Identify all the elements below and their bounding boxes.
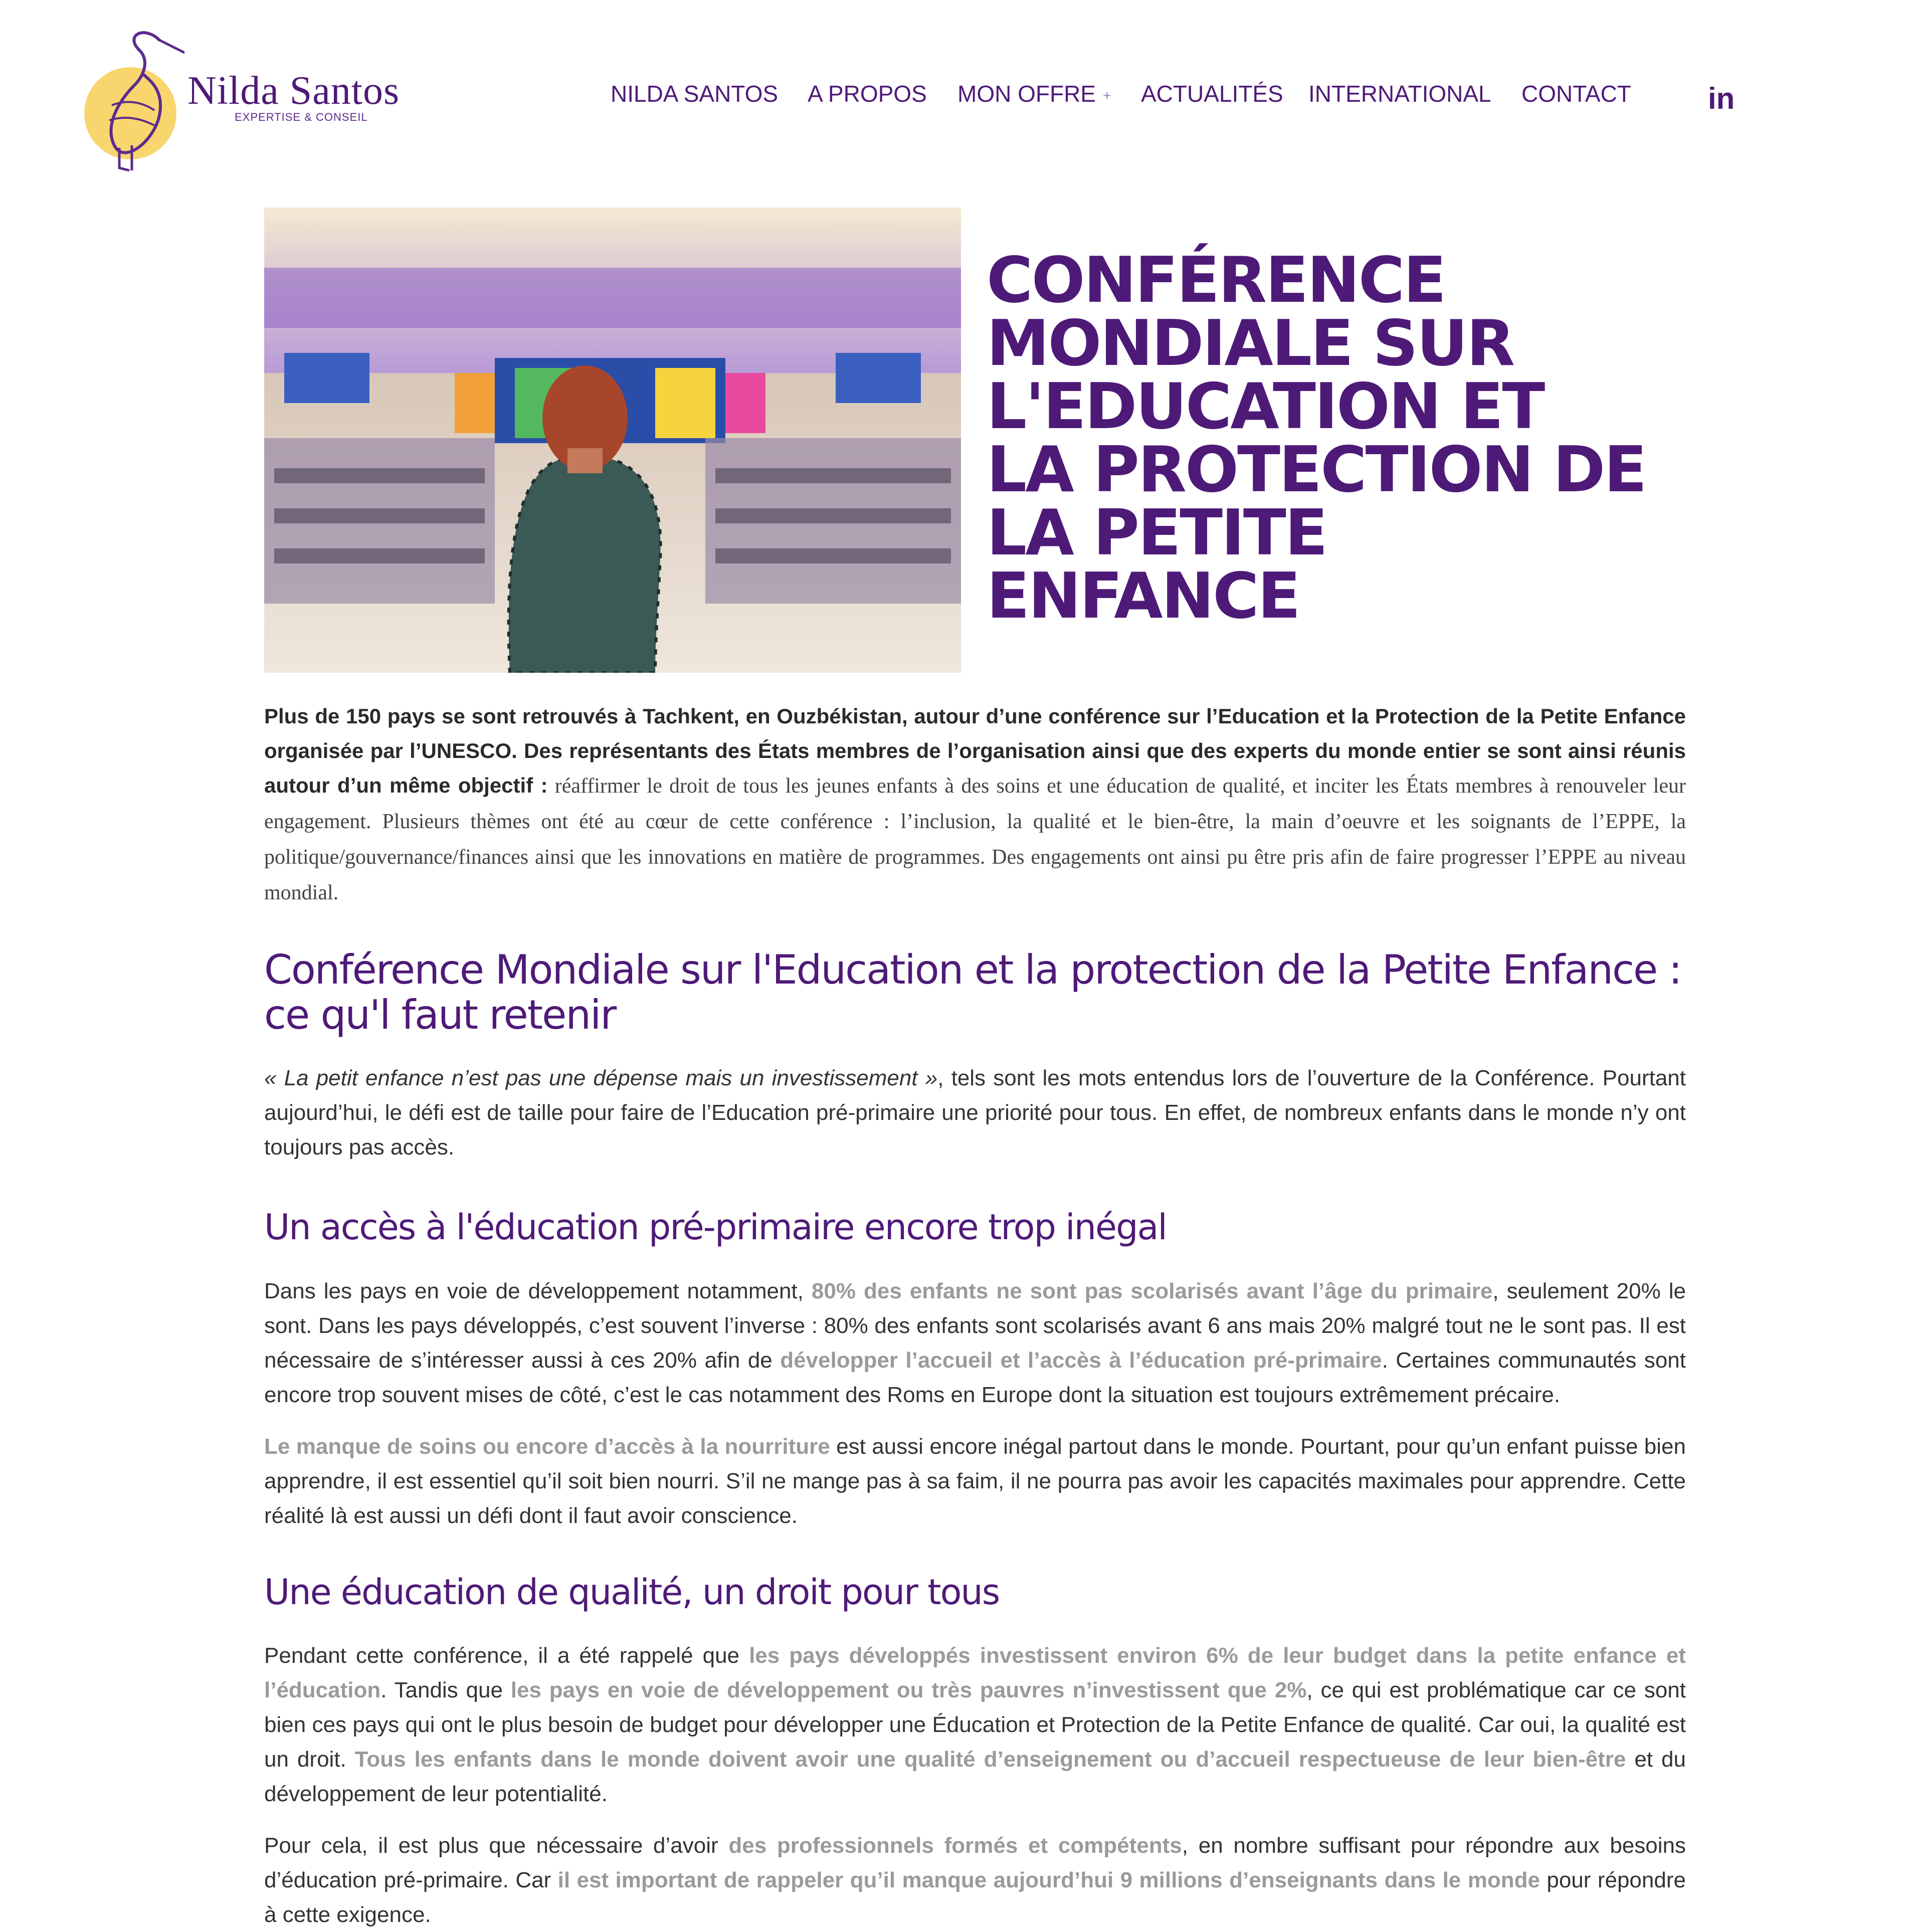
section3-body bbox=[264, 1638, 1686, 1932]
nav-item-mon-offre[interactable] bbox=[957, 80, 1111, 107]
text-run: , seulement 20% le sont. Dans les pays développés, c’est souvent l’inverse : 80% des enfants sont scolarisés avant 6 ans mais 20% malgré tout ne le sont pas. Il est nécessaire de s’intéresser aussi à ces 20% afin de bbox=[264, 1279, 1686, 1373]
text-run: . Tandis que bbox=[380, 1678, 511, 1702]
highlight-text: les pays en voie de développement ou très pauvres n’investissent que 2% bbox=[510, 1678, 1307, 1702]
highlight-text: Tous les enfants dans le monde doivent avoir une qualité d’enseignement ou d’accueil respectueuse de leur bien-être bbox=[354, 1747, 1626, 1772]
text-run: pour répondre à cette exigence. bbox=[264, 1868, 1686, 1927]
intro-paragraph bbox=[264, 699, 1686, 910]
section-heading-acces: Un accès à l'éducation pré-primaire encore trop inégal bbox=[264, 1207, 1167, 1248]
highlight-text: développer l’accueil et l’accès à l’éducation pré-primaire bbox=[780, 1348, 1382, 1373]
text-run: est aussi encore inégal partout dans le monde. Pourtant, pour qu’un enfant puisse bien apprendre, il est essentiel qu’il soit bien nourri. S’il ne mange pas à sa faim, il ne pourra pas avoir les capacités maximales pour apprendre. Cette réalité là est aussi un défi dont il faut avoir conscience. bbox=[264, 1434, 1686, 1528]
nav-item-mon-offre-label: MON OFFRE bbox=[957, 81, 1096, 107]
nav-item-international[interactable]: INTERNATIONAL bbox=[1308, 81, 1491, 107]
nav-item-nilda-santos[interactable]: NILDA SANTOS bbox=[611, 81, 779, 107]
section2-body bbox=[264, 1274, 1686, 1533]
submenu-plus-icon: + bbox=[1102, 87, 1111, 103]
section-heading-main: Conférence Mondiale sur l'Education et la protection de la Petite Enfance : ce qu'l faut retenir bbox=[264, 946, 1681, 1038]
text-run: , en nombre suffisant pour répondre aux besoins d’éducation pré-primaire. Car bbox=[264, 1833, 1686, 1892]
site-logo[interactable] bbox=[84, 25, 405, 175]
linkedin-icon[interactable]: in bbox=[1708, 82, 1735, 115]
section2-paragraph-1 bbox=[264, 1274, 1686, 1412]
section3-paragraph-1 bbox=[264, 1638, 1686, 1811]
highlight-text: des professionnels formés et compétents bbox=[728, 1833, 1182, 1858]
section2-paragraph-2 bbox=[264, 1429, 1686, 1533]
highlight-text: 80% des enfants ne sont pas scolarisés avant l’âge du primaire bbox=[811, 1279, 1493, 1303]
text-run: . Certaines communautés sont encore trop souvent mises de côté, c’est le cas notamment des Roms en Europe dont la situation est toujours extrêmement précaire. bbox=[264, 1348, 1686, 1407]
heron-logo-icon bbox=[84, 25, 184, 175]
text-run: Pendant cette conférence, il a été rappelé que bbox=[264, 1643, 749, 1668]
text-run: et du développement de leur potentialité. bbox=[264, 1747, 1686, 1806]
highlight-text: il est important de rappeler qu’il manque aujourd’hui 9 millions d’enseignants dans le monde bbox=[557, 1868, 1540, 1892]
page-title: CONFÉRENCE MONDIALE SUR L'EDUCATION ET LA PROTECTION DE LA PETITE ENFANCE bbox=[987, 243, 1646, 633]
text-run: Pour cela, il est plus que nécessaire d’avoir bbox=[264, 1833, 729, 1858]
logo-tagline: EXPERTISE & CONSEIL bbox=[235, 111, 368, 123]
highlight-text: Le manque de soins ou encore d’accès à la nourriture bbox=[264, 1434, 830, 1459]
intro-lead: Plus de 150 pays se sont retrouvés à Tachkent, en Ouzbékistan, autour d’une conférence sur l’Education et la Protection de la Petite Enfance organisée par l’UNESCO. Des représentants des États membres de l’organisation ainsi que des experts du monde entier se sont ainsi réunis autour d’un même objectif : bbox=[264, 704, 1686, 797]
section1-text: , tels sont les mots entendus lors de l’ouverture de la Conférence. Pourtant aujourd’hui, le défi est de taille pour faire de l’Education pré-primaire une priorité pour tous. En effet, de nombreux enfants dans le monde n’y ont toujours pas accès. bbox=[264, 1066, 1686, 1160]
highlight-text: les pays développés investissent environ 6% de leur budget dans la petite enfance et l’éducation bbox=[264, 1643, 1686, 1702]
nav-item-contact[interactable]: CONTACT bbox=[1521, 81, 1631, 107]
section1-paragraph bbox=[264, 1061, 1686, 1165]
quote-text: « La petit enfance n’est pas une dépense mais un investissement » bbox=[264, 1066, 938, 1090]
text-run: Dans les pays en voie de développement notamment, bbox=[264, 1279, 812, 1303]
section3-paragraph-2 bbox=[264, 1828, 1686, 1932]
logo-name: Nilda Santos bbox=[187, 69, 400, 113]
section-heading-qualite: Une éducation de qualité, un droit pour tous bbox=[264, 1572, 1000, 1613]
intro-rest: réaffirmer le droit de tous les jeunes enfants à des soins et une éducation de qualité, et inciter les États membres à renouveler leur engagement. Plusieurs thèmes ont été au cœur de cette conférence : l’inclusion, la qualité et le bien-être, la main d’oeuvre et les soignants de l’EPPE, la politique/gouvernance/finances ainsi que les innovations en matière de programmes. Des engagements ont ainsi pu être pris afin de faire progresser l’EPPE au niveau mondial. bbox=[264, 775, 1686, 904]
nav-item-actualites[interactable]: ACTUALITÉS bbox=[1141, 81, 1283, 107]
conference-photo bbox=[264, 208, 961, 673]
text-run: , ce qui est problématique car ce sont bien ces pays qui ont le plus besoin de budget pour développer une Éducation et Protection de la Petite Enfance de qualité. Car oui, la qualité est un droit. bbox=[264, 1678, 1686, 1772]
nav-item-a-propos[interactable]: A PROPOS bbox=[808, 81, 927, 107]
